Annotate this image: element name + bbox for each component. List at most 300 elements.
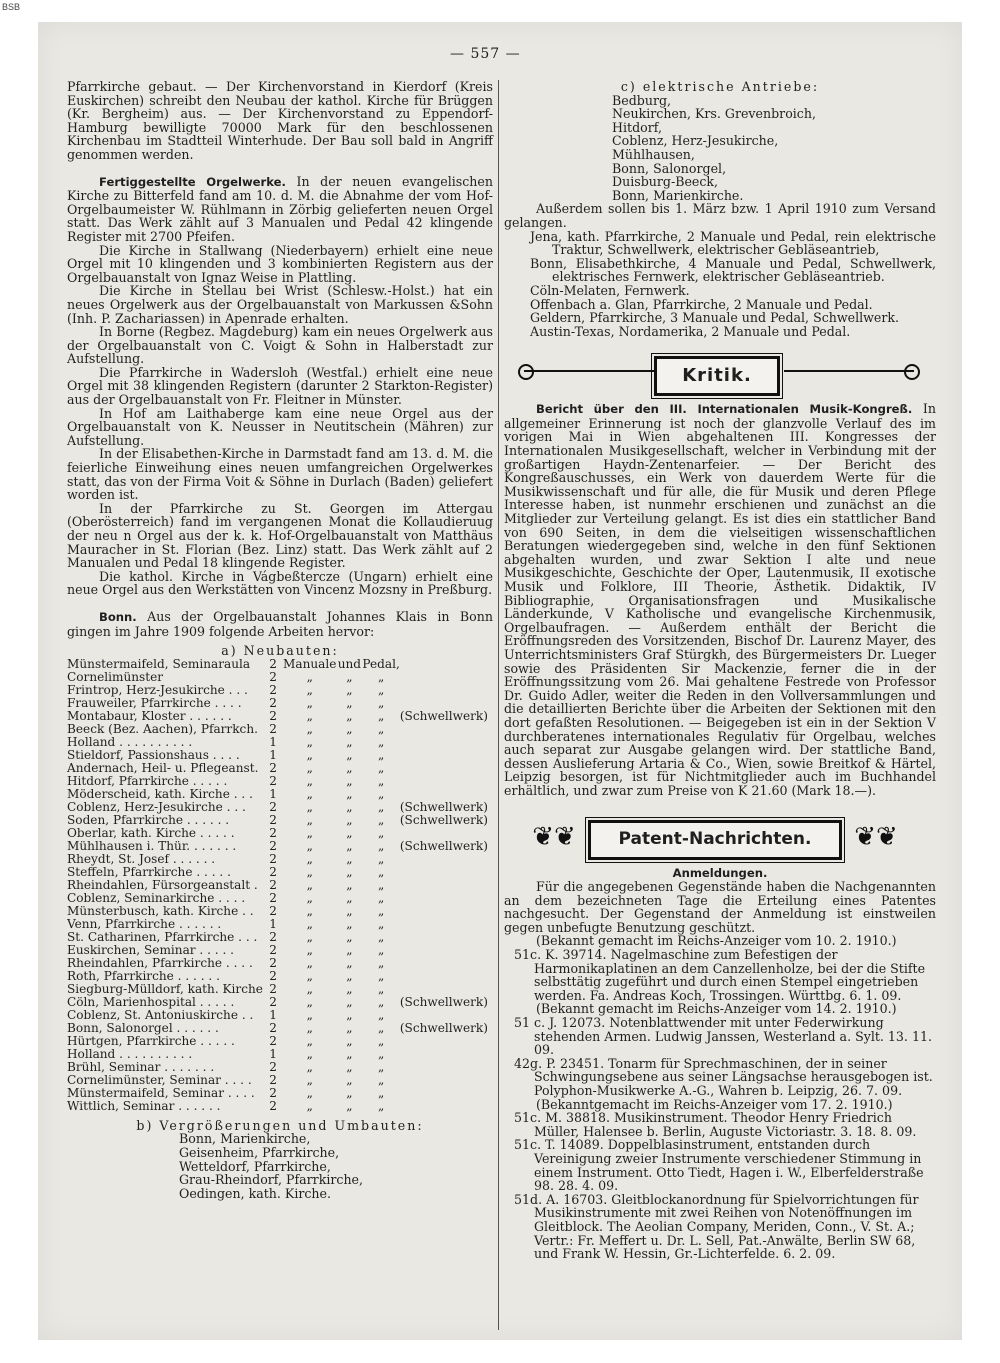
table-cell-note [400,827,497,840]
table-cell-und: „ [346,981,353,996]
table-row [67,1100,497,1113]
list-item: Bonn, Marienkirche. [612,187,744,203]
table-row [67,931,497,944]
flourish-left-icon [524,370,654,376]
table-cell-pedal: „ [377,968,385,983]
table-cell-pedal: „ [377,877,385,892]
table-cell-und: „ [346,877,353,892]
table-cell-manuals: 2 [269,929,277,944]
table-cell-manuals: 2 [269,1059,277,1074]
table-cell-name: Frauweiler, Pfarrkirche . . . . [67,696,242,710]
table-cell-manuals: 1 [269,734,277,749]
table-cell-und: „ [346,747,353,762]
table-cell-note [400,983,497,996]
table-cell-manuals: 2 [269,955,277,970]
table-cell-manuale: „ [306,721,313,736]
table-cell-manuals: 1 [269,786,277,801]
table-cell-manuals: 2 [269,1072,277,1087]
table-cell-manuale: „ [306,968,313,983]
list-item: Austin-Texas, Nordamerika, 2 Manuale und Pedal. [530,323,851,339]
table-cell-pedal: „ [377,721,385,736]
table-cell-name: Stieldorf, Passionshaus . . . . [67,748,240,762]
table-cell-pedal: „ [377,1072,385,1087]
table-cell-und: „ [346,916,353,931]
list-item: Wetteldorf, Pfarrkirche, [179,1158,331,1174]
table-row [67,996,497,1009]
table-cell-manuals: 2 [269,682,277,697]
ornament-left-icon: ❦❦ [532,821,576,852]
table-cell-manuale: „ [306,1059,313,1074]
table-cell-manuale: „ [306,734,313,749]
table-row [67,736,497,749]
table-cell-manuals: 2 [269,942,277,957]
table-cell-und: „ [346,968,353,983]
table-cell-pedal: „ [377,695,385,710]
list-item: Mühlhausen, [612,146,695,162]
table-cell-manuale: „ [306,1033,313,1048]
versand-list [504,230,936,339]
table-cell-und: „ [346,955,353,970]
table-cell-manuals: 2 [269,1085,277,1100]
table-cell-manuale: „ [306,994,313,1009]
neubauten-heading: a) Neubauten: [221,643,339,659]
table-cell-pedal: „ [377,682,385,697]
table-cell-pedal: „ [377,1033,385,1048]
table-cell-manuals: 2 [269,877,277,892]
ausserdem-paragraph: Außerdem sollen bis 1. März bzw. 1 April 1910 zum Versand gelangen. [504,201,936,230]
list-item: Bonn, Salonorgel, [612,160,727,176]
list-item: Grau-Rheindorf, Pfarrkirche, [179,1172,364,1188]
table-cell-und: „ [346,786,353,801]
table-cell-note [400,1074,497,1087]
table-cell-pedal: „ [377,942,385,957]
table-cell-name: Steffeln, Pfarrkirche . . . . . [67,865,231,879]
table-cell-manuals: 2 [269,994,277,1009]
table-row [67,970,497,983]
table-row [67,1022,497,1035]
list-item: Hitdorf, [612,119,662,135]
antriebe-heading: c) elektrische Antriebe: [620,79,820,94]
table-cell-note [400,931,497,944]
table-cell-manuale: „ [306,1007,313,1022]
neubauten-table [67,658,497,1113]
stellau-paragraph: Die Kirche in Stellau bei Wrist (Schlesw.-Holst.) hat ein neues Orgelwerk aus der Orgelbauanstalt von Markussen &Sohn (Inh. P. Zachariassen) in Apenrade erhalten. [67,283,493,326]
table-cell-manuale: „ [306,929,313,944]
table-cell-manuale: „ [306,890,313,905]
table-row [67,827,497,840]
table-row [67,1035,497,1048]
table-cell-note [400,736,497,749]
list-item: Bonn, Marienkirche, [179,1131,311,1147]
table-row [67,1009,497,1022]
bonn-paragraph [67,610,493,638]
table-cell-und: „ [346,929,353,944]
table-row [67,905,497,918]
table-cell-manuals: 2 [269,864,277,879]
table-cell-pedal: „ [377,825,385,840]
table-cell-pedal: „ [377,1098,385,1113]
table-cell-und: „ [346,1007,353,1022]
table-cell-manuals: 2 [269,760,277,775]
table-cell-note: (Schwellwerk) [399,1020,488,1035]
table-row [67,801,497,814]
bericht-text: In allgemeiner Erinnerung ist noch der glanzvolle Verlauf des im vorigen Mai in Wien abgehaltenen III. Kongresses der Internationalen Musikgesellschaft, welcher in Verbindung mit der großartigen Haydn-Zentenarfeier. — Der Bericht des Kongreßauschusses, ein Werk von dauerdem Werte für die Musikwissenschaft und für alle, die für Musik und deren Pflege Interesse haben, ist nunmehr erschienen und zunächst an die Mitglieder zur Verteilung gelangt. Es ist dies ein stattlicher Band von 690 Seiten, in dem die vielseitigen wissenschaftlichen Beratungen wiedergegeben sind, welche in den fünf Sektionen abgehalten wurden, und zwar Sektion I alte und neue Musikgeschichte, Geschichte der Oper, Lautenmusik, II exotische Musik und Folklore, III Theorie, Ästhetik. Didaktik, IV Bibliographie, Organisationsfragen und Musikalische Länderkunde, V Katholische und evangelische Kirchenmusik, Orgelbaufragen. — Außerdem enthält der Bericht die Eröffnungsreden des Vorsitzenden, Bischof Dr. Laurenz Mayer, des Unterrichtsministers Graf Stürgkh, des Bürgermeisters Dr. Lueger sowie des Präsidenten Sir Mackenzie, ferner die in der Eröffnungssitzung vom 26. Mai gehaltene Festrede von Professor Dr. Guido Adler, weiter die Reden in den Vollversammlungen und die detaillierten Berichte über die Arbeiten der Sektionen mit den dort gefaßten Resolutionen. — Beigegeben ist ein in der Sektion V durchberatenes internationales Regulativ für Orgelbau, welches auch separat zur Ausgabe gelangen wird. Der stattliche Band, dessen Auslieferung Artaria & Co., Wien, sowie Breitkof & Härtel, Leipzig besorgen, ist für Nichtmitglieder auch im Buchhandel erhältlich, und zwar zum Preise von K 21.60 (Mark 18.—). [504,401,936,798]
attergau-paragraph: In der Pfarrkirche zu St. Georgen im Attergau (Oberösterreich) fand im vergangenen Monat die Kollaudieruug der neu n Orgel aus der k. k. Hof-Orgelbauanstalt von Matthäus Mauracher in St. Florian (Bez. Linz) statt. Das Werk zählt auf 2 Manualen und Pedal 18 klingende Register. [67,500,493,571]
table-row [67,1074,497,1087]
darmstadt-paragraph: In der Elisabethen-Kirche in Darmstadt fand am 13. d. M. die feierliche Einweihung eines neuen umfangreichen Orgelwerkes statt, das von der Firma Voit & Söhne in Durlach (Baden) geliefert worden ist. [67,446,493,503]
table-cell-name: Montabaur, Kloster . . . . . . [67,709,232,723]
table-cell-manuals: 2 [269,708,277,723]
table-cell-note [400,853,497,866]
patent-title: Patent-Nachrichten. [618,828,812,849]
table-cell-name: St. Catharinen, Pfarrkirche . . . [67,930,258,944]
list-item: Offenbach a. Glan, Pfarrkirche, 2 Manuale und Pedal. [530,296,873,312]
table-cell-note [400,892,497,905]
table-row [67,671,497,684]
table-cell-pedal: „ [377,994,385,1009]
kritik-frame [654,356,780,396]
umbauten-heading: b) Vergrößerungen und Umbauten: [136,1117,424,1133]
patent-frame [588,820,842,860]
table-cell-name: Oberlar, kath. Kirche . . . . . [67,826,235,840]
table-cell-name: Coblenz, St. Antoniuskirche . . [67,1008,254,1022]
fertiggestellte-text: In der neuen evangelischen Kirche zu Bitterfeld fand am 10. d. M. die Abnahme der vom Hof-Orgelbaumeister W. Rühlmann in Zörbig gelieferten neuen Orgel statt. Das Werk zählt auf 3 Manualen und Pedal 42 klingende Register mit 2700 Pfeifen. [67,173,493,244]
table-cell-note [400,957,497,970]
antriebe-list [504,94,936,203]
fertiggestellte-heading: Fertiggestellte Orgelwerke. [99,174,286,189]
table-row [67,658,497,671]
table-cell-pedal: „ [377,916,385,931]
bekannt-note: (Bekannt gemacht im Reichs-Anzeiger vom 14. 2. 1910.) [536,1001,897,1017]
table-row [67,840,497,853]
table-cell-name: Cornelimünster, Seminar . . . . [67,1073,252,1087]
table-cell-pedal: „ [377,903,385,918]
table-row [67,723,497,736]
table-row [67,892,497,905]
table-cell-manuals: 2 [269,1033,277,1048]
table-cell-name: Soden, Pfarrkirche . . . . . . [67,813,230,827]
table-cell-manuals: 2 [269,1020,277,1035]
table-cell-name: Siegburg-Mülldorf, kath. Kirche [67,982,263,996]
ornament-right-icon: ❦❦ [854,821,898,852]
patent-entry: 51 c. J. 12073. Notenblattwender mit unter Federwirkung stehenden Armen. Ludwig Janssen, Westerland a. Sylt. 13. 11. 09. [514,1015,932,1058]
table-cell-und: „ [346,903,353,918]
table-row [67,814,497,827]
table-cell-manuale: „ [306,1046,313,1061]
table-cell-und: „ [346,734,353,749]
borne-paragraph: In Borne (Regbez. Magdeburg) kam ein neues Orgelwerk aus der Orgelbauanstalt von C. Voigt & Sohn in Halberstadt zur Aufstellung. [67,324,493,367]
table-cell-und: „ [346,838,353,853]
bericht-paragraph [504,402,936,797]
table-cell-note [400,723,497,736]
table-cell-pedal: „ [377,1085,385,1100]
column-divider [498,80,499,1330]
table-cell-pedal: „ [377,1020,385,1035]
table-row [67,866,497,879]
list-item: Bonn, Elisabethkirche, 4 Manuale und Pedal, Schwellwerk, elektrisches Fernwerk, elektrischer Gebläseantrieb. [530,255,936,285]
bekannt-note: (Bekannt gemacht im Reichs-Anzeiger vom 10. 2. 1910.) [536,933,897,949]
table-cell-name: Hürtgen, Pfarrkirche . . . . . [67,1034,235,1048]
table-cell-note [400,866,497,879]
table-cell-pedal: „ [377,851,385,866]
table-cell-manuals: 2 [269,968,277,983]
table-cell-pedal: Pedal, [362,656,400,671]
intro-paragraph: Pfarrkirche gebaut. — Der Kirchenvorstand in Kierdorf (Kreis Euskirchen) schreibt den Neubau der kathol. Kirche für Brüggen (Kr. Bergheim) aus. — Der Kirchenvorstand zu Eppendorf-Hamburg bewilligte 70000 Mark für den beschlossenen Kirchenbau im Stadtteil Winterhude. Der Bau soll bald in Angriff genommen werden. [67,79,493,162]
table-cell-name: Coblenz, Seminarkirche . . . . [67,891,246,905]
table-cell-name: Münsterbusch, kath. Kirche . . [67,904,254,918]
table-cell-name: Rheindahlen, Fürsorgeanstalt . [67,878,258,892]
table-cell-note [400,1061,497,1074]
table-row [67,957,497,970]
list-item: Coblenz, Herz-Jesukirche, [612,133,779,149]
table-row [67,697,497,710]
table-cell-manuale: „ [306,851,313,866]
table-cell-name: Bonn, Salonorgel . . . . . . [67,1021,219,1035]
table-cell-manuals: 2 [269,812,277,827]
newspaper-page [38,22,962,1340]
table-cell-manuale: „ [306,825,313,840]
table-cell-manuale: „ [306,981,313,996]
table-cell-manuale: „ [306,942,313,957]
table-cell-manuals: 1 [269,1046,277,1061]
table-cell-manuale: „ [306,799,313,814]
table-cell-pedal: „ [377,981,385,996]
bonn-heading: Bonn. [99,609,137,624]
table-cell-pedal: „ [377,864,385,879]
table-cell-pedal: „ [377,955,385,970]
table-cell-und: „ [346,721,353,736]
table-cell-manuals: 1 [269,747,277,762]
list-item: Cöln-Melaten, Fernwerk. [530,282,690,298]
table-cell-manuals: 2 [269,721,277,736]
table-cell-manuals: 2 [269,799,277,814]
patent-entry: 51d. A. 16703. Gleitblockanordnung für Spielvorrichtungen für Musikinstrumente mit zwei Reihen von Notenöffnungen im Gleitblock. The Aeolian Company, Meriden, Conn., V. St. A.; Vertr.: Fr. Meffert u. Dr. L. Sell, Pat.-Anwälte, Berlin SW 68, und Frank W. Hessin, Gr.-Lichterfelde. 6. 2. 09. [514,1191,919,1262]
table-cell-note [400,905,497,918]
table-cell-note [400,1035,497,1048]
table-cell-note: (Schwellwerk) [399,838,488,853]
patent-entry: 51c. M. 38818. Musikinstrument. Theodor Henry Friedrich Müller, Halensee b. Berlin, Auguste Victoriastr. 3. 18. 8. 09. [514,1110,917,1139]
anmeldungen-paragraph [504,866,936,881]
table-cell-note [400,775,497,788]
table-row [67,853,497,866]
table-cell-manuals: 2 [269,851,277,866]
table-cell-manuals: 1 [269,916,277,931]
table-cell-und: „ [346,695,353,710]
table-cell-manuale: „ [306,838,313,853]
table-cell-name: Hitdorf, Pfarrkirche . . . . . [67,774,228,788]
table-cell-manuale: „ [306,1085,313,1100]
table-cell-und: „ [346,994,353,1009]
hof-paragraph: In Hof am Laithaberge kam eine neue Orgel aus der Orgelbauanstalt von K. Neusser in Neutitschein (Mähren) zur Aufstellung. [67,405,493,448]
table-cell-manuals: 2 [269,669,277,684]
table-cell-und: „ [346,682,353,697]
table-cell-name: Rheindahlen, Pfarrkirche . . . . [67,956,253,970]
table-cell-manuals: 2 [269,656,277,671]
table-cell-note [400,684,497,697]
table-cell-name: Mühlhausen i. Thür. . . . . . . [67,839,237,853]
table-row [67,775,497,788]
table-cell-und: „ [346,760,353,775]
table-cell-und: „ [346,851,353,866]
patent-entry: 51c. K. 39714. Nagelmaschine zum Befestigen der Harmonikaplatinen an dem Canzellenholze, bei der die Stifte selbsttätig zugeführt und durch einen Stempel eingetrieben werden. Fa. Andreas Koch, Trossingen. Württbg. 6. 1. 09. [514,947,926,1003]
kritik-title: Kritik. [682,365,752,387]
bekannt-note: (Bekanntgemacht im Reichs-Anzeiger vom 17. 2. 1910.) [536,1096,893,1112]
table-row [67,710,497,723]
patent-entry: 51c. T. 14089. Doppelblasinstrument, entstanden durch Vereinigung zweier Instrumente verschiedener Stimmung in einem Instrument. Otto Tiedt, Hagen i. W., Elberfelderstraße 98. 28. 4. 09. [514,1137,924,1194]
table-cell-note [400,918,497,931]
list-item: Oedingen, kath. Kirche. [179,1185,332,1201]
table-cell-name: Venn, Pfarrkirche . . . . . . [67,917,222,931]
table-cell-note: (Schwellwerk) [399,812,488,827]
table-cell-pedal: „ [377,669,385,684]
table-cell-manuale: „ [306,695,313,710]
table-cell-manuals: 2 [269,695,277,710]
table-cell-und: „ [346,669,353,684]
table-cell-manuale: „ [306,708,313,723]
table-cell-name: Andernach, Heil- u. Pflegeanst. [67,761,259,775]
table-cell-manuale: „ [306,760,313,775]
table-cell-pedal: „ [377,1007,385,1022]
table-cell-manuale: „ [306,682,313,697]
patent-banner [504,816,936,862]
table-cell-pedal: „ [377,890,385,905]
library-mark: BSB [2,2,21,12]
table-cell-manuals: 2 [269,981,277,996]
flourish-right-icon [784,370,914,376]
table-cell-name: Cornelimünster [67,670,164,684]
table-cell-name: Wittlich, Seminar . . . . . . [67,1099,221,1113]
table-cell-note [400,1009,497,1022]
table-cell-pedal: „ [377,786,385,801]
table-cell-name: Euskirchen, Seminar . . . . . [67,943,234,957]
list-item: Geisenheim, Pfarrkirche, [179,1144,340,1160]
table-cell-manuals: 2 [269,890,277,905]
stallwang-paragraph: Die Kirche in Stallwang (Niederbayern) erhielt eine neue Orgel mit 10 klingenden und 3 kombinierten Registern aus der Orgelbauanstalt von Ignaz Weise in Plattling. [67,242,493,285]
page-number: — 557 — [450,46,521,62]
anmeldungen-heading: Anmeldungen. [672,865,768,880]
table-cell-und: „ [346,1072,353,1087]
table-cell-pedal: „ [377,799,385,814]
table-cell-name: Holland . . . . . . . . . . [67,735,193,749]
table-row [67,879,497,892]
table-cell-und: „ [346,1085,353,1100]
table-cell-und: „ [346,1059,353,1074]
table-cell-note: (Schwellwerk) [399,708,488,723]
table-row [67,749,497,762]
right-column [504,80,936,1261]
list-item: Bedburg, [612,92,672,108]
table-cell-pedal: „ [377,812,385,827]
table-cell-manuale: „ [306,773,313,788]
table-cell-pedal: „ [377,1046,385,1061]
table-cell-manuale: „ [306,1020,313,1035]
table-cell-name: Roth, Pfarrkirche . . . . . . [67,969,220,983]
table-row [67,684,497,697]
table-row [67,944,497,957]
table-cell-pedal: „ [377,760,385,775]
table-cell-manuals: 2 [269,903,277,918]
table-cell-und: „ [346,890,353,905]
table-cell-manuale: „ [306,786,313,801]
table-row [67,983,497,996]
table-cell-und: „ [346,864,353,879]
table-cell-und: „ [346,812,353,827]
table-cell-manuale: „ [306,864,313,879]
list-item: Jena, kath. Pfarrkirche, 2 Manuale und Pedal, rein elektrische Traktur, Schwellwerk, elektrischer Gebläseantrieb, [530,228,936,258]
table-cell-note [400,658,497,671]
table-row [67,1087,497,1100]
table-cell-name: Möderscheid, kath. Kirche . . . [67,787,253,801]
table-row [67,918,497,931]
bericht-heading: Bericht über den III. Internationalen Musik-Kongreß. [536,402,913,417]
wadersloh-paragraph: Die Pfarrkirche in Wadersloh (Westfal.) erhielt eine neue Orgel mit 38 klingenden Registern (darunter 2 Starkton-Register) aus der Orgelbauanstalt von Fr. Fleitner in Münster. [67,364,493,408]
table-cell-und: „ [346,773,353,788]
patent-entry: 42g. P. 23451. Tonarm für Sprechmaschinen, der in seiner Schwingungsebene aus seiner Längsachse herausgebogen ist. Polyphon-Musikwerke A.-G., Wahren b. Leipzig, 26. 7. 09. [514,1055,933,1098]
table-cell-name: Holland . . . . . . . . . . [67,1047,193,1061]
table-cell-note [400,671,497,684]
table-cell-note [400,944,497,957]
bonn-text: Aus der Orgelbauanstalt Johannes Klais in Bonn gingen im Jahre 1909 folgende Arbeiten hervor: [67,608,493,639]
table-cell-manuals: 1 [269,1007,277,1022]
umbauten-list [67,1132,493,1200]
list-item: Duisburg-Beeck, [612,174,719,190]
list-item: Geldern, Pfarrkirche, 3 Manuale und Pedal, Schwellwerk. [530,310,900,326]
table-cell-name: Cöln, Marienhospital . . . . . [67,995,235,1009]
table-cell-manuale: „ [306,916,313,931]
vagbesztercze-paragraph: Die kathol. Kirche in Vágbeßtercze (Ungarn) erhielt eine neue Orgel aus den Werkstätten von Vincenz Mozsny in Preßburg. [67,568,493,598]
table-cell-manuale: „ [306,747,313,762]
table-cell-und: „ [346,799,353,814]
table-cell-und: „ [346,1033,353,1048]
table-cell-manuale: „ [306,812,313,827]
table-cell-name: Coblenz, Herz-Jesukirche . . . [67,800,246,814]
table-cell-note [400,749,497,762]
table-cell-manuals: 2 [269,825,277,840]
table-cell-manuale: „ [306,877,313,892]
table-row [67,1061,497,1074]
table-cell-note: (Schwellwerk) [399,799,488,814]
table-cell-note [400,762,497,775]
fertiggestellte-paragraph [67,175,493,244]
table-cell-manuale: „ [306,1098,313,1113]
table-cell-note: (Schwellwerk) [399,994,488,1009]
table-cell-pedal: „ [377,773,385,788]
table-cell-note [400,879,497,892]
table-cell-manuale: „ [306,903,313,918]
table-row [67,762,497,775]
table-cell-name: Brühl, Seminar . . . . . . . [67,1060,215,1074]
table-cell-und: „ [346,1046,353,1061]
table-cell-pedal: „ [377,929,385,944]
table-cell-und: „ [346,825,353,840]
table-cell-pedal: „ [377,747,385,762]
anmeldungen-intro: Für die angegebenen Gegenstände haben die Nachgenannten an dem bezeichneten Tage die Erteilung eines Patentes nachgesucht. Der Gegenstand der Anmeldung ist einstweilen gegen unbefugte Benutzung geschützt. [504,879,936,935]
list-item: Neukirchen, Krs. Grevenbroich, [612,106,816,122]
table-cell-manuale: „ [306,955,313,970]
table-cell-und: und [337,656,362,671]
table-cell-manuals: 2 [269,1098,277,1113]
table-cell-note [400,1087,497,1100]
table-row [67,1048,497,1061]
table-cell-note [400,1048,497,1061]
table-cell-und: „ [346,942,353,957]
table-cell-name: Münstermaifeld, Seminaraula [67,657,251,671]
table-cell-name: Frintrop, Herz-Jesukirche . . . [67,683,248,697]
kritik-banner [504,352,936,398]
table-cell-manuale: „ [306,669,313,684]
table-cell-pedal: „ [377,838,385,853]
table-cell-pedal: „ [377,708,385,723]
